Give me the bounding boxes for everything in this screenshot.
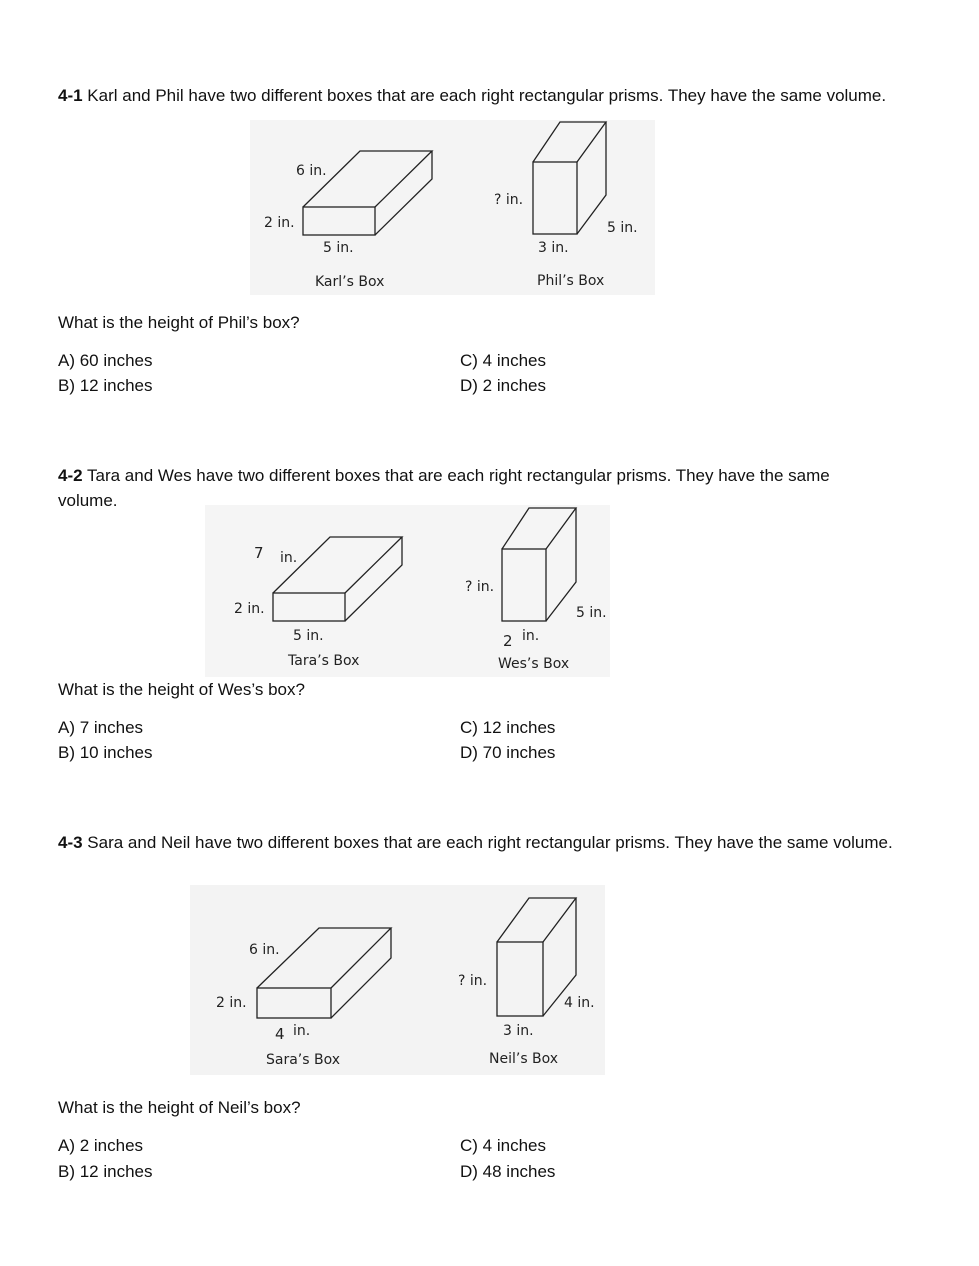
boxes-diagram (185, 880, 615, 1080)
figure-background (205, 505, 610, 677)
wes-box-bottom-number: 2 (503, 632, 513, 650)
boxes-diagram (200, 500, 620, 680)
tara-box-caption: Tara’s Box (288, 653, 360, 669)
sara-box-bottom-unit: in. (293, 1023, 311, 1039)
question-4-2-figure (200, 500, 620, 680)
neil-box-caption: Neil’s Box (489, 1051, 559, 1067)
question-4-1-choice-c[interactable]: C) 4 inches (460, 351, 546, 370)
question-body: Karl and Phil have two different boxes that are each right rectangular prisms. They have the same volume. (82, 86, 887, 105)
question-4-1-prompt: What is the height of Phil’s box? (58, 313, 300, 332)
question-4-1-choice-a[interactable]: A) 60 inches (58, 351, 153, 370)
neil-box-side-label: ? in. (458, 973, 488, 989)
wes-box-caption: Wes’s Box (498, 656, 570, 672)
karl-box-bottom-label: 5 in. (323, 240, 354, 256)
question-body: Sara and Neil have two different boxes that are each right rectangular prisms. They have the same volume. (82, 833, 893, 852)
karl-box-top-label: 6 in. (296, 163, 327, 179)
wes-box-side-label: ? in. (465, 579, 495, 595)
question-4-3-choice-d[interactable]: D) 48 inches (460, 1162, 556, 1181)
sara-box-bottom-number: 4 (275, 1025, 285, 1043)
tara-box-top-unit: in. (280, 550, 298, 566)
question-4-1-choice-b[interactable]: B) 12 inches (58, 376, 153, 395)
sara-box-side-label: 2 in. (216, 995, 247, 1011)
question-4-1-text (58, 83, 938, 108)
karl-box-caption: Karl’s Box (315, 274, 385, 290)
karl-box-side-label: 2 in. (264, 215, 295, 231)
question-4-2-choice-d[interactable]: D) 70 inches (460, 743, 556, 762)
sara-box-caption: Sara’s Box (266, 1052, 341, 1068)
question-4-3-prompt: What is the height of Neil’s box? (58, 1098, 301, 1117)
phil-box-bottom-label: 3 in. (538, 240, 569, 256)
tara-box-bottom-label: 5 in. (293, 628, 324, 644)
boxes-diagram (245, 115, 665, 300)
tara-box-top-number: 7 (254, 544, 264, 562)
question-4-2-prompt: What is the height of Wes’s box? (58, 680, 305, 699)
question-4-1-choice-d[interactable]: D) 2 inches (460, 376, 546, 395)
sara-box-top-label: 6 in. (249, 942, 280, 958)
question-4-3-choice-c[interactable]: C) 4 inches (460, 1136, 546, 1155)
question-4-3-choice-b[interactable]: B) 12 inches (58, 1162, 153, 1181)
question-4-2-choice-a[interactable]: A) 7 inches (58, 718, 144, 737)
question-number: 4-1 (58, 86, 83, 105)
phil-box-side-label: ? in. (494, 192, 524, 208)
question-4-3-figure (185, 880, 615, 1080)
question-number: 4-3 (58, 833, 83, 852)
wes-box-depth-label: 5 in. (576, 605, 607, 621)
wes-box-bottom-unit: in. (522, 628, 540, 644)
question-4-3-choice-a[interactable]: A) 2 inches (58, 1136, 144, 1155)
question-4-2-choice-b[interactable]: B) 10 inches (58, 743, 153, 762)
neil-box-bottom-label: 3 in. (503, 1023, 534, 1039)
tara-box-side-label: 2 in. (234, 601, 265, 617)
question-number: 4-2 (58, 466, 83, 485)
question-4-2-choice-c[interactable]: C) 12 inches (460, 718, 556, 737)
neil-box-depth-label: 4 in. (564, 995, 595, 1011)
question-4-1-figure (245, 115, 665, 300)
phil-box-depth-label: 5 in. (607, 220, 638, 236)
question-body: Tara and Wes have two different boxes that are each right rectangular prisms. They have the same volume. (58, 466, 830, 510)
question-4-3-text (58, 830, 948, 855)
phil-box-caption: Phil’s Box (537, 273, 605, 289)
